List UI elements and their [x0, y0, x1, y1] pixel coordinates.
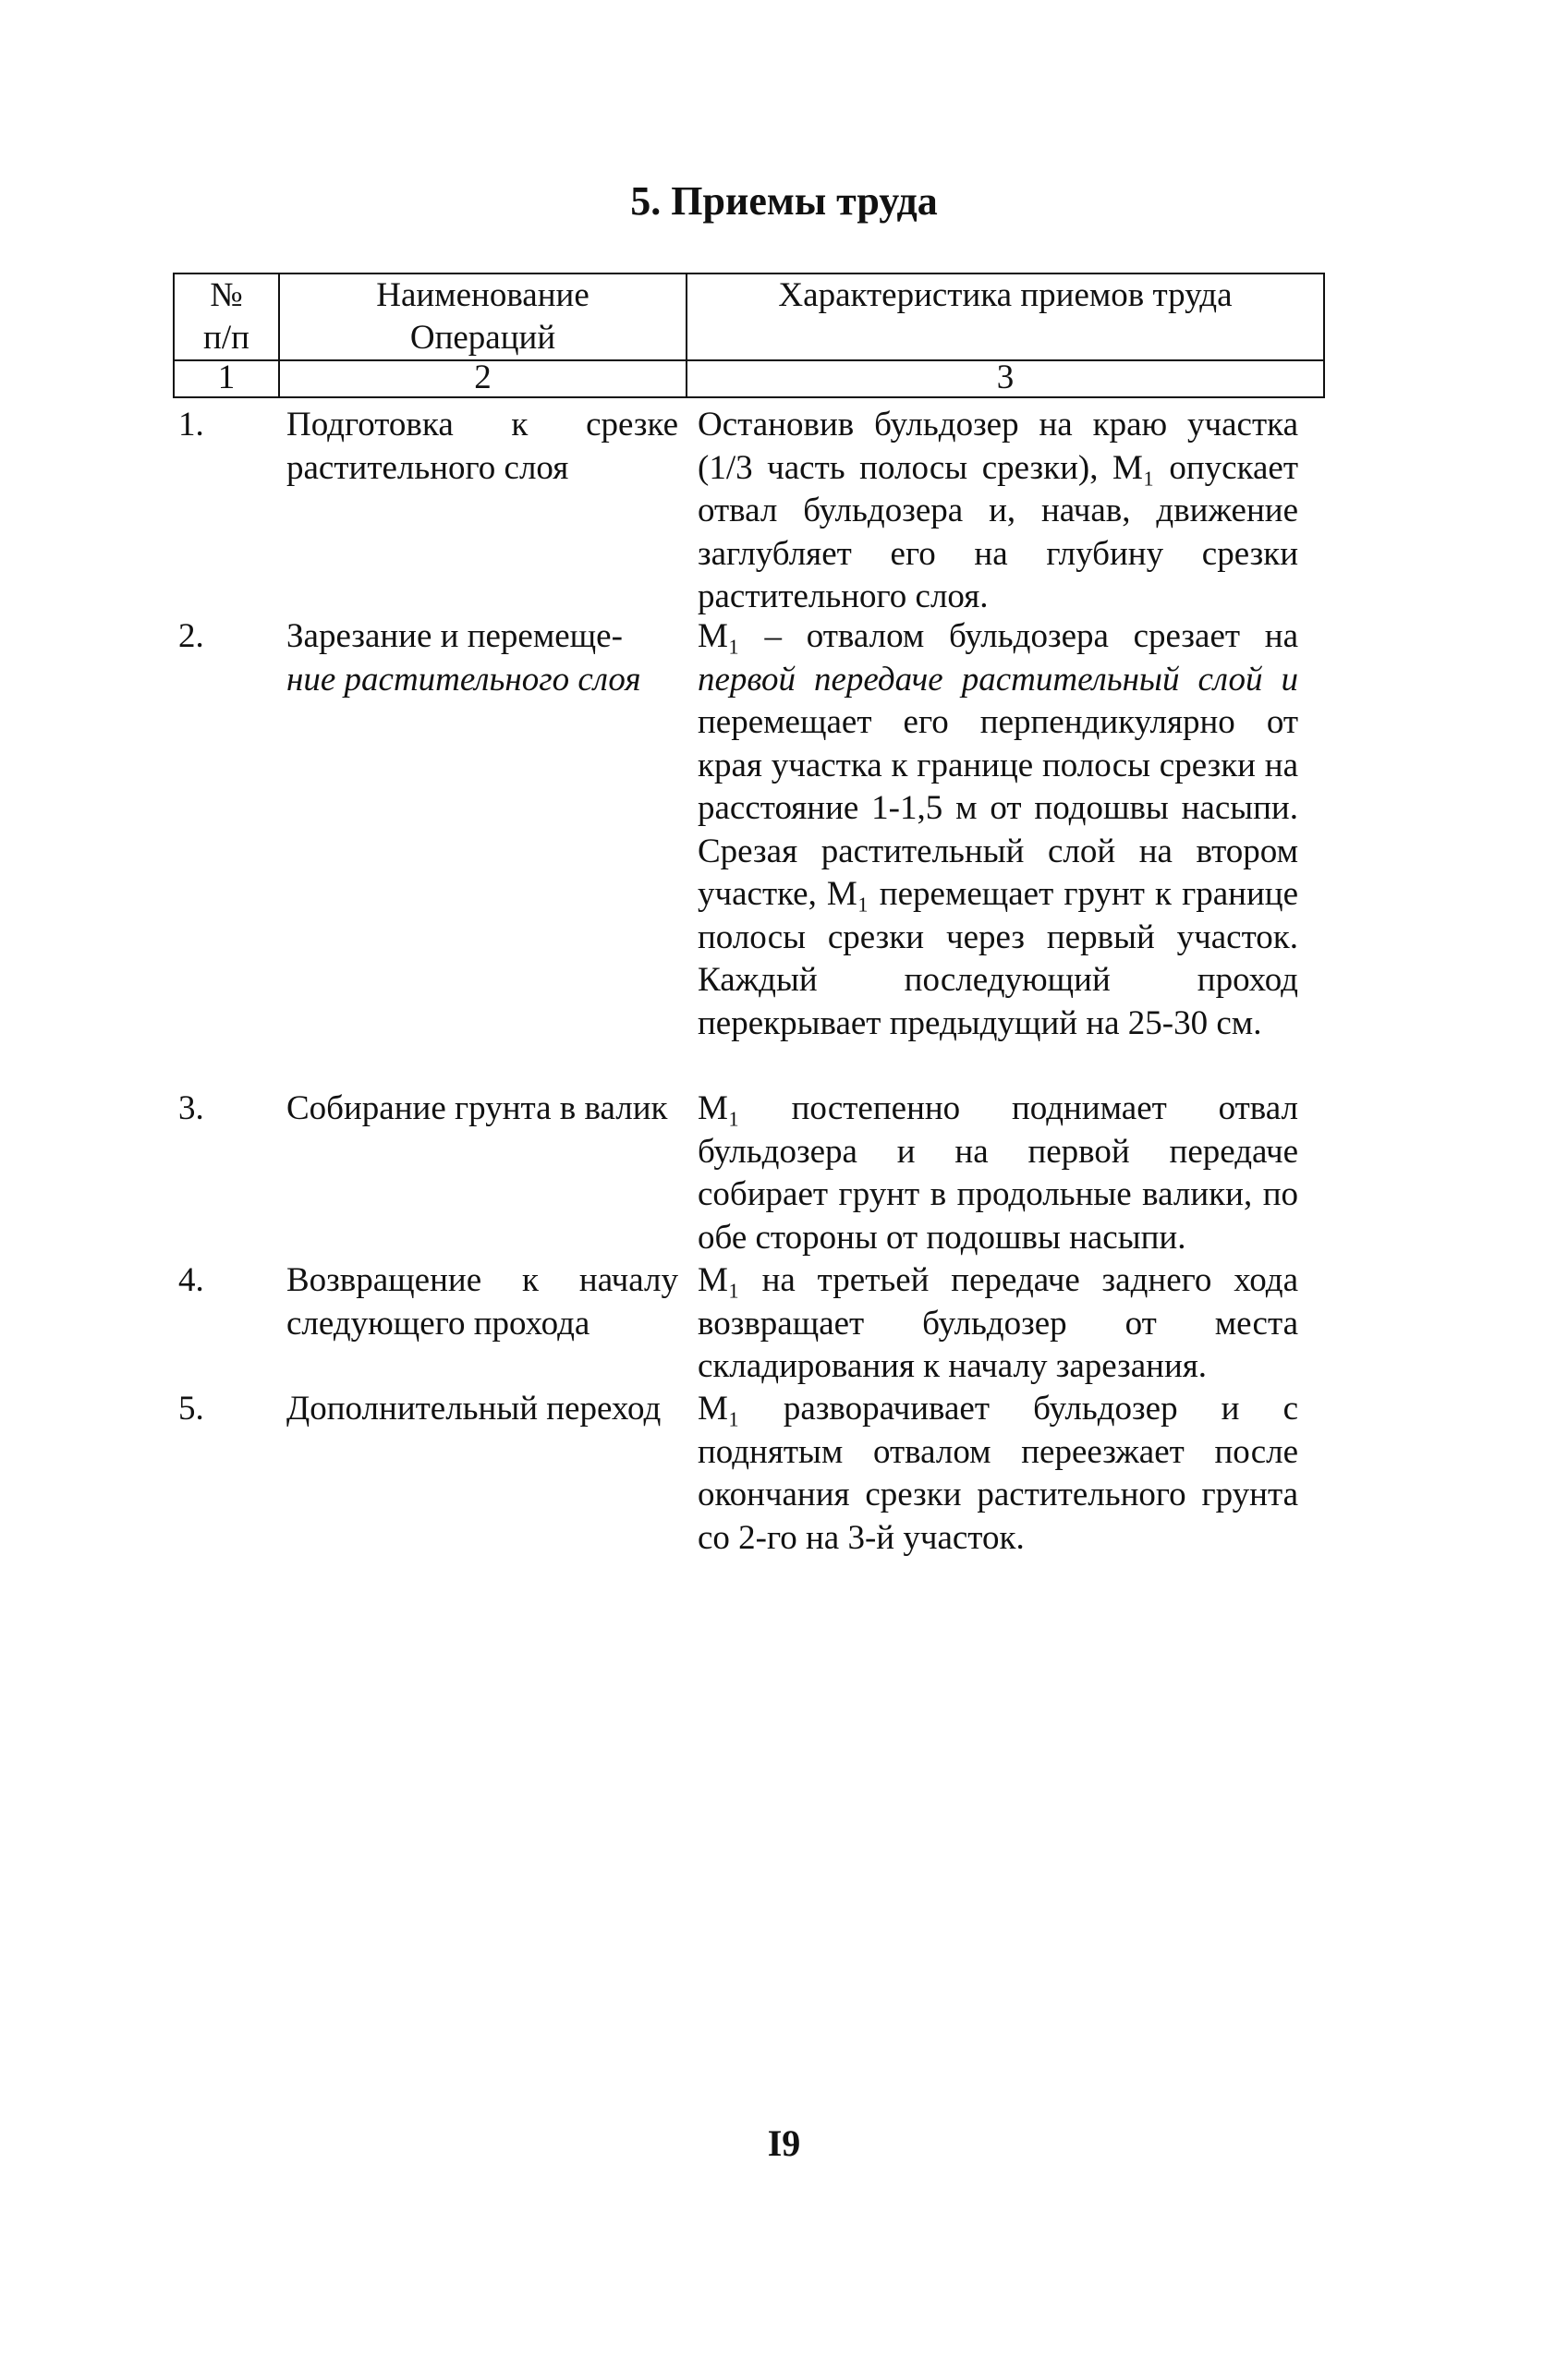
row-number: 5. — [178, 1390, 204, 1428]
table-header — [173, 273, 1325, 398]
header-cell-characteristics: Характеристика приемов труда — [687, 273, 1324, 360]
operation-description: М₁ разворачивает бульдозер и с поднятым отвалом переезжает после окончания срезки растительного грунта со 2-го на 3-й участок. — [698, 1390, 1298, 1557]
description-italic: первой передаче растительный слой и — [698, 660, 1298, 699]
operation-name-line: Зарезание и перемеще- — [286, 617, 623, 655]
column-number-cell: 1 — [174, 360, 279, 397]
operation-description — [698, 615, 1298, 1045]
row-number: 1. — [178, 406, 204, 444]
column-number-cell: 3 — [687, 360, 1324, 397]
description-line: М₁ – отвалом бульдозера срезает на — [698, 617, 1298, 655]
operation-description: М₁ постепенно поднимает отвал бульдозера и на первой передаче собирает грунт в продольные валики, по обе стороны от подошвы насыпи. — [698, 1089, 1298, 1257]
row-number: 4. — [178, 1261, 204, 1299]
operation-name: Возвращение к началу следующего прохода — [286, 1261, 678, 1343]
column-number-cell: 2 — [279, 360, 687, 397]
operation-name: Подготовка к срезке растительного слоя — [286, 406, 678, 487]
operation-name — [286, 615, 678, 701]
operation-name-italic: ние растительного слоя — [286, 660, 641, 699]
row-number: 3. — [178, 1089, 204, 1127]
description-rest: перемещает его перпендикулярно от края участка к границе полосы срезки на расстояние 1-1,5 м от подошвы насыпи. Срезая растительный слой на втором участке, М₁ перемещает грунт к границе полосы срезки через первый участок. Каждый последующий проход перекрывает предыдущий на 25-30 см. — [698, 703, 1298, 1042]
column-number-row — [174, 360, 1324, 397]
table-header-row — [174, 273, 1324, 360]
operation-name: Собирание грунта в валик — [286, 1089, 668, 1127]
header-cell-operation: Наименование Операций — [279, 273, 687, 360]
operation-description: Остановив бульдозер на краю участка (1/3 часть полосы срезки), М₁ опускает отвал бульдозера и, начав, движение заглубляет его на глубину срезки растительного слоя. — [698, 406, 1298, 615]
header-cell-number: № п/п — [174, 273, 279, 360]
page-number: I9 — [767, 2122, 801, 2164]
page-title: 5. Приемы труда — [630, 178, 938, 224]
operation-description: М₁ на третьей передаче заднего хода возвращает бульдозер от места складирования к началу зарезания. — [698, 1261, 1298, 1385]
operation-name: Дополнительный переход — [286, 1390, 662, 1428]
row-number: 2. — [178, 617, 204, 655]
